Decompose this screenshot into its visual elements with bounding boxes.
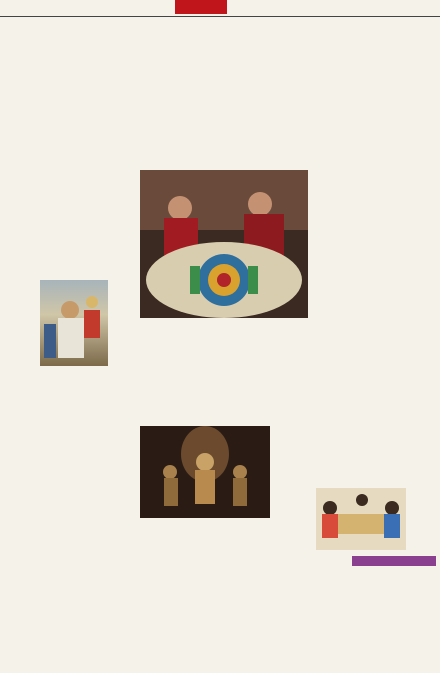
go-game-photo [316,488,406,550]
go-article-text [310,392,436,482]
buddha-statue-photo [140,426,270,518]
left-article-text-5 [2,518,114,668]
right-article-text [312,172,406,370]
newspaper-logo [175,0,227,14]
left-article-text-1 [2,18,82,138]
news-box-title [352,556,436,566]
buddha-caption [118,426,138,516]
procession-photo [40,280,108,366]
center-article-text-2 [300,400,310,670]
left-article-text-2 [44,140,82,258]
mandala-photo [140,170,308,318]
left-article-text-3 [2,140,42,258]
go-caption [408,488,436,552]
main-article-text-1 [115,70,235,170]
main-article-text-3 [338,70,436,170]
silk-article-text [118,522,270,668]
news-box-text [312,570,392,670]
tibet-article-text [116,340,306,422]
left-article-text-4 [2,372,84,512]
mandala-caption [116,176,136,296]
procession-caption [2,262,36,362]
main-article-text-2 [238,70,336,170]
